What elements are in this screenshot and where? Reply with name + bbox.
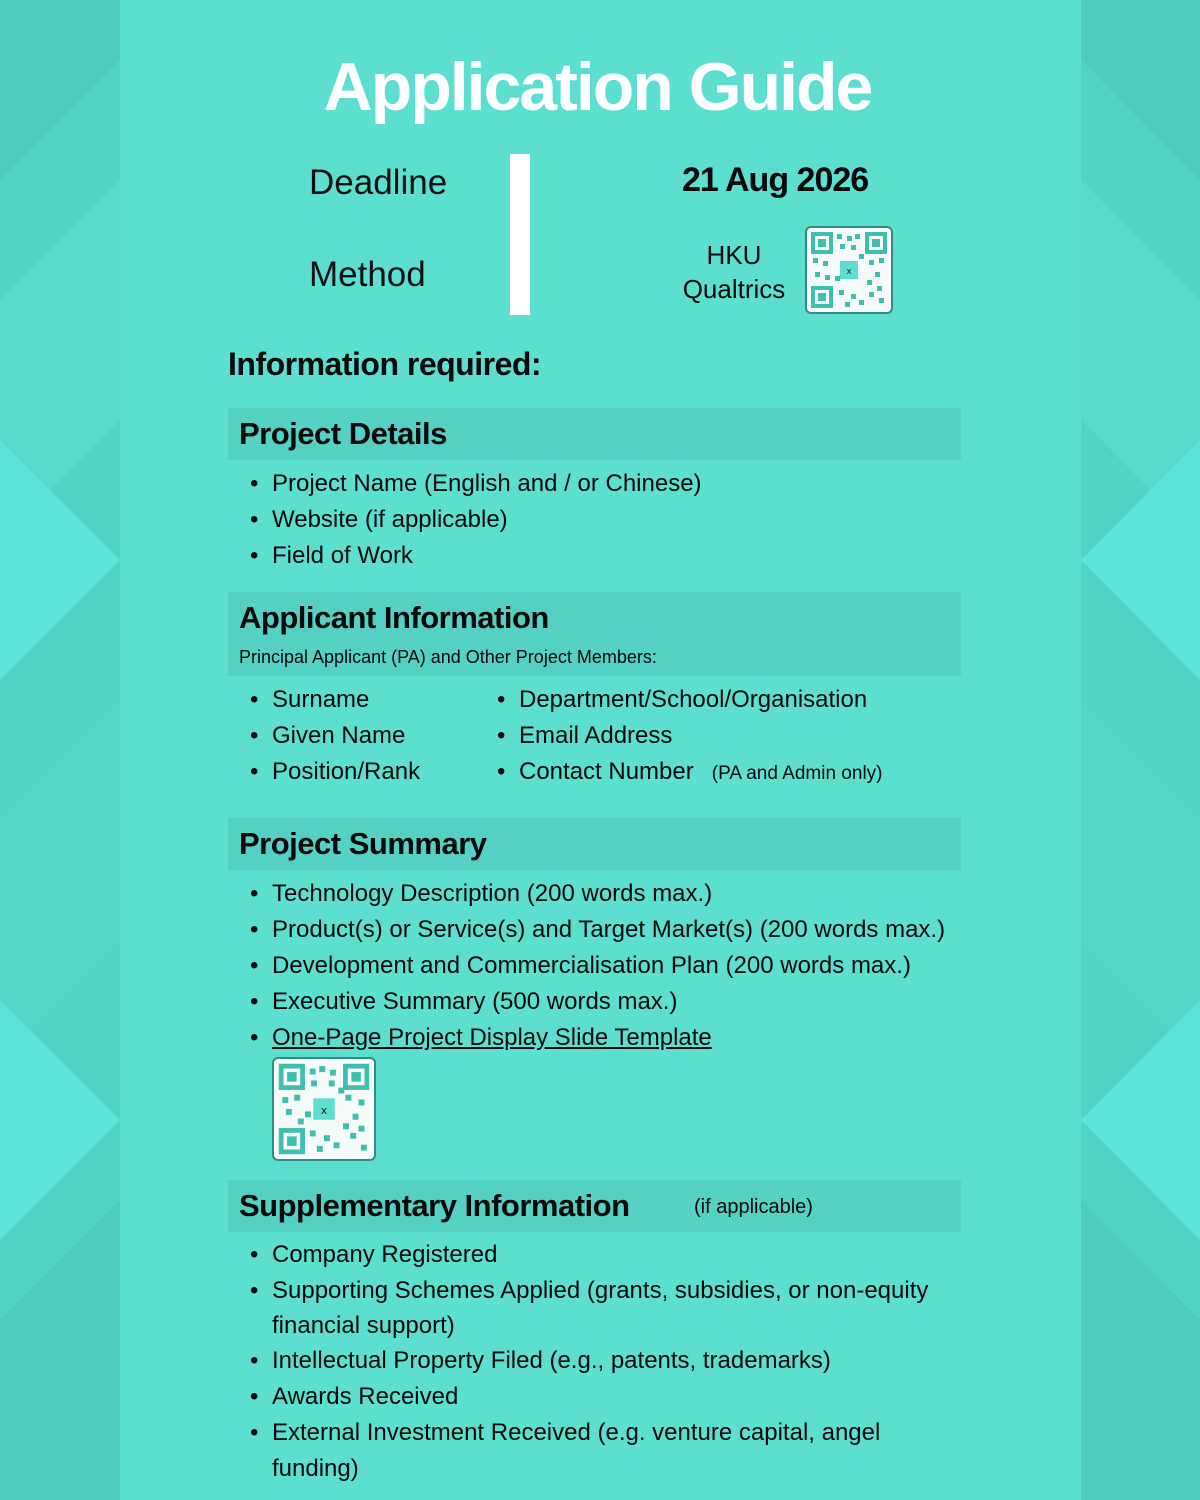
project-details-list: [250, 466, 702, 574]
list-item: • Project Name (English and / or Chinese): [272, 466, 702, 502]
list-item: • Given Name: [272, 718, 420, 754]
project-details-header: [228, 408, 961, 460]
list-item: • Executive Summary (500 words max.): [272, 984, 945, 1020]
list-item: • Product(s) or Service(s) and Target Market(s) (200 words max.): [272, 912, 945, 948]
method-label: Method: [309, 255, 426, 294]
slide-template-qr-code-icon[interactable]: [272, 1057, 376, 1161]
applicant-right-list: [497, 682, 883, 792]
svg-text:x: x: [846, 267, 852, 277]
supplementary-information-note: (if applicable): [694, 1196, 813, 1218]
list-item: • Surname: [272, 682, 420, 718]
project-summary-header: [228, 818, 961, 870]
list-item: • Department/School/Organisation: [519, 682, 883, 718]
list-item: [272, 1020, 945, 1056]
supplementary-information-list: [250, 1237, 942, 1487]
list-item: • Email Address: [519, 718, 883, 754]
supplementary-information-title: Supplementary Information: [239, 1188, 630, 1223]
list-item: • Intellectual Property Filed (e.g., patents, trademarks): [272, 1343, 942, 1379]
slide-template-link[interactable]: One-Page Project Display Slide Template: [272, 1024, 712, 1051]
list-item: • Awards Received: [272, 1379, 942, 1415]
list-item: • External Investment Received (e.g. venture capital, angel funding): [272, 1415, 942, 1487]
applicant-left-list: [250, 682, 420, 790]
vertical-divider: [510, 154, 530, 315]
list-item: • Field of Work: [272, 538, 702, 574]
method-value-line2: Qualtrics: [682, 274, 786, 304]
svg-text:x: x: [320, 1103, 328, 1117]
page-title: Application Guide: [323, 49, 872, 125]
info-required-heading: Information required:: [228, 346, 542, 382]
project-details-title: Project Details: [239, 416, 447, 451]
applicant-information-header: [228, 592, 961, 676]
list-item: [519, 754, 883, 792]
project-summary-title: Project Summary: [239, 826, 487, 861]
list-item: • Company Registered: [272, 1237, 942, 1273]
method-value: [680, 238, 788, 306]
applicant-information-title: Applicant Information: [239, 600, 549, 635]
list-item: • Technology Description (200 words max.): [272, 876, 945, 912]
list-item: • Development and Commercialisation Plan (200 words max.): [272, 948, 945, 984]
contact-number-note: (PA and Admin only): [711, 763, 883, 784]
project-summary-list: [250, 876, 945, 1056]
list-item: • Position/Rank: [272, 754, 420, 790]
qualtrics-qr-code-icon[interactable]: [805, 226, 893, 314]
deadline-label: Deadline: [309, 163, 448, 202]
contact-number-label: Contact Number: [519, 758, 694, 785]
applicant-information-subtitle: Principal Applicant (PA) and Other Project Members:: [239, 647, 657, 667]
deadline-value: 21 Aug 2026: [682, 161, 869, 199]
method-value-line1: HKU: [706, 240, 762, 270]
supplementary-information-header: [228, 1180, 961, 1232]
list-item: • Supporting Schemes Applied (grants, subsidies, or non-equity financial support): [272, 1273, 942, 1343]
list-item: • Website (if applicable): [272, 502, 702, 538]
